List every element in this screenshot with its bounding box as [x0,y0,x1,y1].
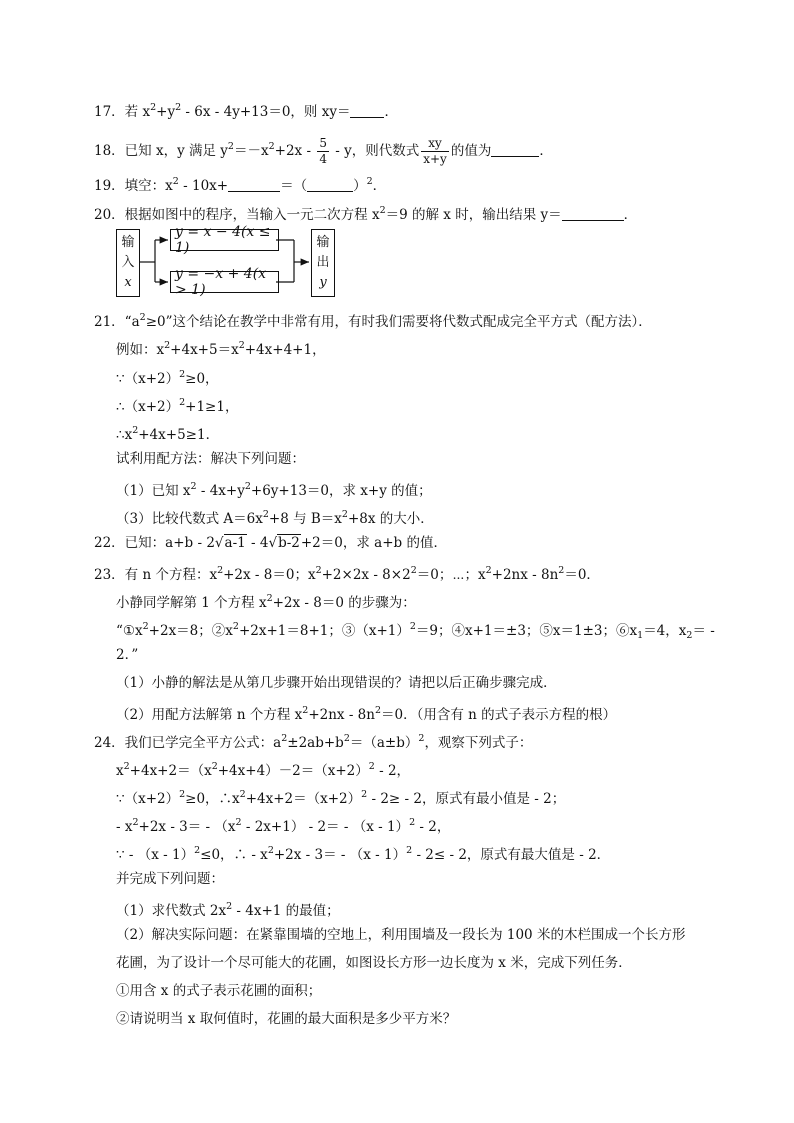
text: 23．有 n 个方程：x [94,567,218,583]
text: ，观察下列式子： [424,735,533,751]
q21-text-a: 21．“a [94,314,140,330]
text: - 4x+y [196,483,245,499]
text: +4x+2＝（x+2） [245,791,362,807]
text: +8x 的大小． [347,511,434,527]
q24-part-1 [116,897,340,921]
q19-text-c: ＝（ [280,178,308,194]
q21-text-b: ≥0”这个结论在教学中非常有用，有时我们需要将代数式配成完全平方式（配方法）． [145,314,652,330]
q21-example-line-3 [116,393,238,417]
text: ＝9；④x+1＝±3；⑤x＝1±3；⑥x [415,623,638,639]
exponent: 2 [368,761,375,772]
q24-part-2 [116,925,685,945]
exponent: 2 [217,565,224,576]
text: （2）用配方法解第 n 个方程 x [116,707,303,723]
q17-text-b: +y [156,104,176,120]
exponent: 2 [238,340,245,351]
text: +2x - 3＝ - （x [138,819,236,835]
exponent: 2 [485,565,492,576]
exponent: 2 [190,481,197,492]
q24-line-1 [116,757,410,781]
exponent: 2 [418,733,425,744]
q19-text-b: - 10x+ [178,178,229,194]
text: ＝ - [692,623,715,639]
exponent: 2 [175,102,182,113]
q24-line-2 [116,785,565,809]
sqrt-symbol: √ [268,535,278,551]
text: ≥0，∴x [185,791,240,807]
exponent: 2 [302,705,309,716]
q21-example-line-2 [116,365,219,389]
fraction-denominator: x+y [423,152,447,166]
q21-example-line-4 [116,421,219,445]
q20-text-a: 20．根据如图中的程序，当输入一元二次方程 x [94,207,380,223]
text: 并完成下列问题： [116,871,224,887]
text: ＝0；⋯；x [416,567,486,583]
output-box [311,229,335,297]
q24-line-4 [116,841,610,865]
q20-text-b: ＝9 的解 x 时，输出结果 y＝ [385,207,562,223]
exponent: 2 [267,845,274,856]
exponent: 2 [410,565,417,576]
exponent: 2 [179,369,186,380]
formula-bottom-text: y = −x + 4(x > 1) [175,266,267,298]
exponent: 2 [268,141,275,152]
text: ∵ - （x - 1） [116,847,195,863]
text: - 2， [374,763,411,779]
text: ＝0．（用含有 n 的式子表示方程的根） [381,707,617,723]
text: +2nx - 8n [308,707,375,723]
text: - x [116,819,133,835]
text: +2x - 3＝ - （x - 1） [273,847,407,863]
q19-end: ． [372,178,387,194]
exponent: 2 [139,312,146,323]
q24-line-3 [116,813,450,837]
text: （2）解决实际问题：在紧靠围墙的空地上，利用围墙及一段长为 100 米的木栏围成一个长方形 [116,927,686,943]
answer-blank [350,103,384,118]
exponent: 2 [406,845,413,856]
text: +1≥1， [185,399,239,415]
sqrt-radicand: b-2 [278,535,300,551]
question-18 [94,130,553,168]
text: +2x+1＝8+1；③（x+1） [238,623,410,639]
text: +8 与 B＝x [268,511,342,527]
exponent: 2 [179,397,186,408]
formula-box-top [170,224,279,256]
text: +4x+2＝（x [129,763,212,779]
question-19 [94,172,386,196]
text: +4x+5＝x [170,342,239,358]
text: ∴x [116,427,133,443]
subscript: 2 [686,630,693,641]
exponent: 2 [235,817,242,828]
q24-part-2-cont [116,953,632,973]
text: +2nx - 8n [491,567,559,583]
text: +2＝0，求 a+b 的值． [300,535,447,551]
q17-text-a: 17．若 x [94,104,151,120]
exponent: 2 [194,845,201,856]
text: ∴（x+2） [116,399,180,415]
exponent: 2 [315,565,322,576]
q24-task-2 [116,1009,456,1029]
exponent: 2 [239,789,246,800]
q17-text-c: - 6x - 4y+13＝0，则 xy＝ [181,104,351,120]
answer-blank [228,177,280,192]
answer-blank [491,142,539,157]
text: ∵（x+2） [116,371,180,387]
text: +2×2x - 8×2 [321,567,411,583]
exponent: 2 [227,141,234,152]
q23-line-1 [116,589,416,613]
exponent: 2 [244,481,251,492]
text: ≤0，∴ - x [200,847,268,863]
q20-end: ． [623,207,638,223]
exponent: 2 [409,621,416,632]
answer-blank [562,206,624,221]
q18-text-e: 的值为 [450,143,492,159]
text: （1）已知 x [116,483,191,499]
exponent: 2 [232,621,239,632]
text: ≥0， [185,371,219,387]
text: +2x - 8＝0 的步骤为： [272,595,416,611]
exponent: 2 [164,340,171,351]
text: ∵（x+2） [116,791,180,807]
question-22 [94,533,447,553]
text: ①用含 x 的式子表示花圃的面积； [116,983,322,999]
output-box-char: 输 [316,235,330,250]
text: x [116,763,124,779]
text: ＝（a±b） [349,735,419,751]
text: 试利用配方法：解决下列问题： [116,451,305,467]
fraction-numerator: xy [421,136,449,152]
formula-box-bottom [170,266,279,298]
text: ＝0． [564,567,600,583]
exponent: 2 [142,621,149,632]
subscript: 1 [637,630,644,641]
text: - 2≥ - 2，原式有最小值是 - 2； [367,791,566,807]
output-box-char: 出 [316,255,330,270]
question-17 [94,98,398,122]
sqrt-symbol: √ [214,535,224,551]
exponent: 2 [341,509,348,520]
q19-text-d: ） [353,178,367,194]
fraction-numerator: 5 [319,136,327,150]
q19-text-a: 19．填空：x [94,178,173,194]
exponent: 2 [374,705,382,716]
q24-task-1 [116,981,321,1001]
text: 小静同学解第 1 个方程 x [116,595,267,611]
answer-blank [307,177,353,192]
exponent: 2 [409,817,416,828]
text: 24．我们已学完全平方公式：a [94,735,282,751]
exponent: 2 [123,761,130,772]
exponent: 2 [226,901,233,912]
formula-top-text: y = x − 4(x ≤ 1) [175,224,271,256]
q18-text-b: ＝－x [233,143,269,159]
question-20 [94,201,637,225]
text: ②请说明当 x 取何值时，花圃的最大面积是多少平方米？ [116,1011,457,1027]
fraction-xy-over-x-plus-y [421,136,449,167]
text: 例如：x [116,342,165,358]
input-box [116,229,140,297]
q21-part-3 [116,505,434,529]
exponent: 2 [281,733,288,744]
q24-line-5 [116,869,224,889]
question-21-head [94,308,652,332]
q23-part-2 [116,701,616,725]
exponent: 2 [379,205,386,216]
text: （1）求代数式 2x [116,903,227,919]
exponent: 2 [361,789,368,800]
exponent: 2 [172,176,179,187]
q21-part-1 [116,477,432,501]
exponent: 2 [343,733,350,744]
question-24 [94,729,532,753]
q18-text-c: +2x - [274,143,316,159]
input-box-char: 输 [121,235,135,250]
exponent: 2 [150,102,157,113]
text: +2x＝8；②x [148,623,233,639]
exponent: 2 [266,593,273,604]
text: （1）小静的解法是从第几步骤开始出现错误的？请把以后正确步骤完成． [116,675,557,691]
text: - 4 [246,535,269,551]
exponent: 2 [211,761,218,772]
exponent: 2 [366,176,373,187]
input-box-char: x [124,275,132,290]
q18-text-d: - y，则代数式 [330,143,420,159]
text: +6y+13＝0，求 x+y 的值； [250,483,432,499]
input-box-char: 入 [121,255,135,270]
text: - 2， [415,819,451,835]
q18-text-a: 18．已知 x，y 满足 y [94,143,228,159]
text: - 4x+1 的最值； [232,903,340,919]
text: +4x+4）－2＝（x+2） [217,763,369,779]
output-box-char: y [319,275,327,290]
fraction-five-fourths [317,136,329,167]
q21-instruction [116,449,305,469]
q23-part-1 [116,673,557,693]
exponent: 2 [132,817,139,828]
text: 22．已知：a+b - 2 [94,535,215,551]
text: 2．” [116,647,139,663]
text: ±2ab+b [287,735,344,751]
text: +4x+4+1， [244,342,326,358]
text: “①x [116,623,143,639]
text: - 2x+1） - 2＝ - （x - 1） [241,819,410,835]
exponent: 2 [132,425,139,436]
sqrt-radicand: a-1 [224,535,246,551]
q21-example-line-1 [116,336,326,360]
text: +4x+5≥1． [138,427,220,443]
text: - 2≤ - 2，原式有最大值是 - 2． [412,847,611,863]
text: （3）比较代数式 A＝6x [116,511,263,527]
fraction-denominator: 4 [319,152,327,166]
exponent: 2 [558,565,565,576]
q23-steps [116,617,715,646]
q18-end: ． [539,143,553,159]
text: 花圃，为了设计一个尽可能大的花圃，如图设长方形一边长度为 x 米，完成下列任务． [116,955,632,971]
exponent: 2 [179,789,186,800]
q17-end: ． [384,104,398,120]
exponent: 2 [262,509,269,520]
text: +2x - 8＝0；x [223,567,316,583]
question-23 [94,561,600,585]
text: ＝4，x [643,623,687,639]
q23-steps-cont [116,645,138,665]
